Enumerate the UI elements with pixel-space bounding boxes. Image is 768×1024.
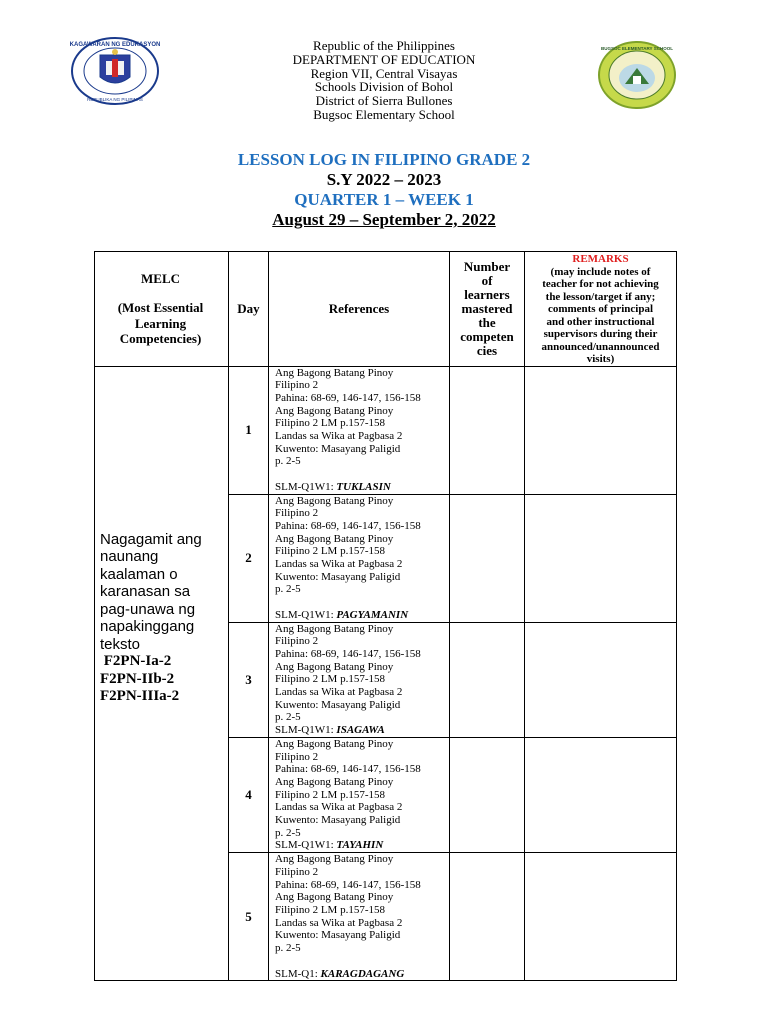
header-line: Schools Division of Bohol <box>314 79 454 95</box>
slm-line <box>275 609 449 622</box>
lesson-log-table <box>94 251 677 981</box>
melc-text-line: kaalaman o <box>100 565 178 583</box>
document-titles <box>0 150 768 230</box>
header-line: Region VII, Central Visayas <box>310 65 458 81</box>
header-line: District of Sierra Bullones <box>315 93 453 109</box>
table-row <box>95 366 677 494</box>
learners-mastered-cell[interactable] <box>450 366 525 494</box>
day-number: 2 <box>229 494 269 622</box>
learners-mastered-cell[interactable] <box>450 737 525 852</box>
reference-line: Landas sa Wika at Pagbasa 2 <box>275 916 403 929</box>
header-line: Republic of the Philippines <box>313 38 455 53</box>
remarks-header <box>525 252 677 367</box>
slm-tag: ISAGAWA <box>336 724 385 737</box>
slm-tag: KARAGDAGANG <box>320 967 405 980</box>
day-number: 4 <box>229 737 269 852</box>
melc-header <box>95 252 229 367</box>
quarter-week: QUARTER 1 – WEEK 1 <box>294 190 474 209</box>
references-header: References <box>269 252 450 367</box>
reference-line: Filipino 2 <box>275 750 319 763</box>
reference-line: p. 2-5 <box>275 455 301 468</box>
school-year: S.Y 2022 – 2023 <box>326 170 442 189</box>
reference-line: Filipino 2 <box>275 379 319 392</box>
reference-line: Filipino 2 LM p.157-158 <box>275 417 386 430</box>
slm-prefix: SLM-Q1W1: <box>275 724 337 737</box>
melc-code: F2PN-Ia-2 <box>100 653 172 670</box>
reference-line <box>275 955 449 968</box>
slm-prefix: SLM-Q1W1: <box>275 480 337 493</box>
number-header-line: of <box>481 272 493 288</box>
letterhead <box>0 39 768 122</box>
reference-line: Ang Bagong Batang Pinoy <box>275 737 394 750</box>
reference-line: Landas sa Wika at Pagbasa 2 <box>275 686 403 699</box>
remarks-cell[interactable] <box>525 494 677 622</box>
number-header-line: cies <box>476 342 498 358</box>
remarks-line: comments of principal <box>547 303 654 315</box>
slm-line <box>275 839 449 852</box>
reference-line: Filipino 2 <box>275 507 319 520</box>
melc-text-line: karanasan sa <box>100 583 191 601</box>
melc-competency <box>95 366 229 981</box>
header-line: Bugsoc Elementary School <box>313 106 455 122</box>
document-title: LESSON LOG IN FILIPINO GRADE 2 <box>237 150 531 169</box>
reference-line: Landas sa Wika at Pagbasa 2 <box>275 430 403 443</box>
number-header-line: learners <box>464 286 510 302</box>
reference-line: Filipino 2 <box>275 635 319 648</box>
reference-line: Ang Bagong Batang Pinoy <box>275 891 394 904</box>
slm-tag: PAGYAMANIN <box>336 608 409 621</box>
remarks-line: visits) <box>586 353 615 365</box>
remarks-cell[interactable] <box>525 622 677 737</box>
reference-line <box>275 468 449 481</box>
svg-text:KAGAWARAN NG EDUKASYON: KAGAWARAN NG EDUKASYON <box>70 42 160 48</box>
slm-line <box>275 968 449 981</box>
references-cell <box>269 366 450 494</box>
reference-line: Ang Bagong Batang Pinoy <box>275 404 394 417</box>
slm-tag: TAYAHIN <box>336 839 384 852</box>
learners-mastered-cell[interactable] <box>450 853 525 981</box>
reference-line: Filipino 2 LM p.157-158 <box>275 788 386 801</box>
date-range: August 29 – September 2, 2022 <box>272 210 496 229</box>
remarks-line: supervisors during their <box>543 328 658 340</box>
day-number: 3 <box>229 622 269 737</box>
svg-text:BUGSOC ELEMENTARY SCHOOL: BUGSOC ELEMENTARY SCHOOL <box>601 46 673 51</box>
remarks-line: announced/unannounced <box>541 340 660 353</box>
melc-text-line: Nagagamit ang <box>100 530 202 548</box>
remarks-line: the lesson/target if any; <box>545 290 656 303</box>
learners-mastered-cell[interactable] <box>450 622 525 737</box>
remarks-cell[interactable] <box>525 737 677 852</box>
reference-line: Kuwento: Masayang Paligid <box>275 442 401 455</box>
number-header-line: Number <box>463 258 511 274</box>
day-number: 1 <box>229 366 269 494</box>
slm-line <box>275 724 449 737</box>
reference-line: Pahina: 68-69, 146-147, 156-158 <box>275 647 421 660</box>
reference-line: Filipino 2 LM p.157-158 <box>275 673 386 686</box>
remarks-cell[interactable] <box>525 366 677 494</box>
reference-line: Ang Bagong Batang Pinoy <box>275 660 394 673</box>
number-mastered-header <box>450 252 525 367</box>
table-header-row <box>95 252 677 367</box>
reference-line: Ang Bagong Batang Pinoy <box>275 532 394 545</box>
reference-line: p. 2-5 <box>275 583 301 596</box>
header-line: DEPARTMENT OF EDUCATION <box>292 51 476 67</box>
reference-line: Filipino 2 LM p.157-158 <box>275 545 386 558</box>
remarks-title: REMARKS <box>572 253 629 265</box>
reference-line: Filipino 2 LM p.157-158 <box>275 904 386 916</box>
reference-line: Ang Bagong Batang Pinoy <box>275 622 394 635</box>
reference-line: Ang Bagong Batang Pinoy <box>275 494 394 507</box>
reference-line: Kuwento: Masayang Paligid <box>275 698 401 711</box>
reference-line: Pahina: 68-69, 146-147, 156-158 <box>275 878 421 891</box>
reference-line: p. 2-5 <box>275 826 301 839</box>
reference-line: Landas sa Wika at Pagbasa 2 <box>275 801 403 814</box>
slm-prefix: SLM-Q1: <box>275 967 321 980</box>
references-cell <box>269 622 450 737</box>
reference-line: Kuwento: Masayang Paligid <box>275 570 401 583</box>
references-cell <box>269 737 450 852</box>
reference-line: Landas sa Wika at Pagbasa 2 <box>275 558 403 571</box>
slm-prefix: SLM-Q1W1: <box>275 608 337 621</box>
day-header: Day <box>229 252 269 367</box>
reference-line: Ang Bagong Batang Pinoy <box>275 775 394 788</box>
remarks-line: and other instructional <box>546 315 655 328</box>
reference-line: Pahina: 68-69, 146-147, 156-158 <box>275 763 421 776</box>
number-header-line: the <box>478 314 496 330</box>
slm-prefix: SLM-Q1W1: <box>275 839 337 852</box>
number-header-line: mastered <box>461 300 513 316</box>
slm-line <box>275 481 449 494</box>
reference-line: Pahina: 68-69, 146-147, 156-158 <box>275 391 421 404</box>
day-number: 5 <box>229 853 269 981</box>
melc-text-line: napakinggang <box>100 618 195 636</box>
reference-line <box>275 596 449 609</box>
melc-header-sublabel: (Most Essential Learning Competencies) <box>117 300 204 347</box>
reference-line: Filipino 2 <box>275 865 319 878</box>
melc-text-line: naunang <box>100 548 159 566</box>
learners-mastered-cell[interactable] <box>450 494 525 622</box>
reference-line: p. 2-5 <box>275 711 301 724</box>
reference-line: p. 2-5 <box>275 942 301 955</box>
reference-line: Ang Bagong Batang Pinoy <box>275 853 394 866</box>
reference-line: Pahina: 68-69, 146-147, 156-158 <box>275 519 421 532</box>
number-header-line: competen <box>460 328 514 344</box>
melc-text-line: pag-unawa ng <box>100 600 196 618</box>
reference-line: Kuwento: Masayang Paligid <box>275 814 401 827</box>
melc-code: F2PN-IIb-2 <box>100 670 175 687</box>
melc-text-line: teksto <box>100 635 141 653</box>
slm-tag: TUKLASIN <box>336 480 391 493</box>
remarks-line: (may include notes of <box>550 265 651 278</box>
svg-text:REPUBLIKA NG PILIPINAS: REPUBLIKA NG PILIPINAS <box>87 97 143 102</box>
remarks-line: teacher for not achieving <box>542 278 659 290</box>
melc-code: F2PN-IIIa-2 <box>100 688 180 705</box>
remarks-cell[interactable] <box>525 853 677 981</box>
reference-line: Ang Bagong Batang Pinoy <box>275 366 394 379</box>
melc-header-label: MELC <box>141 270 180 286</box>
reference-line: Kuwento: Masayang Paligid <box>275 929 401 942</box>
references-cell <box>269 853 450 981</box>
references-cell <box>269 494 450 622</box>
